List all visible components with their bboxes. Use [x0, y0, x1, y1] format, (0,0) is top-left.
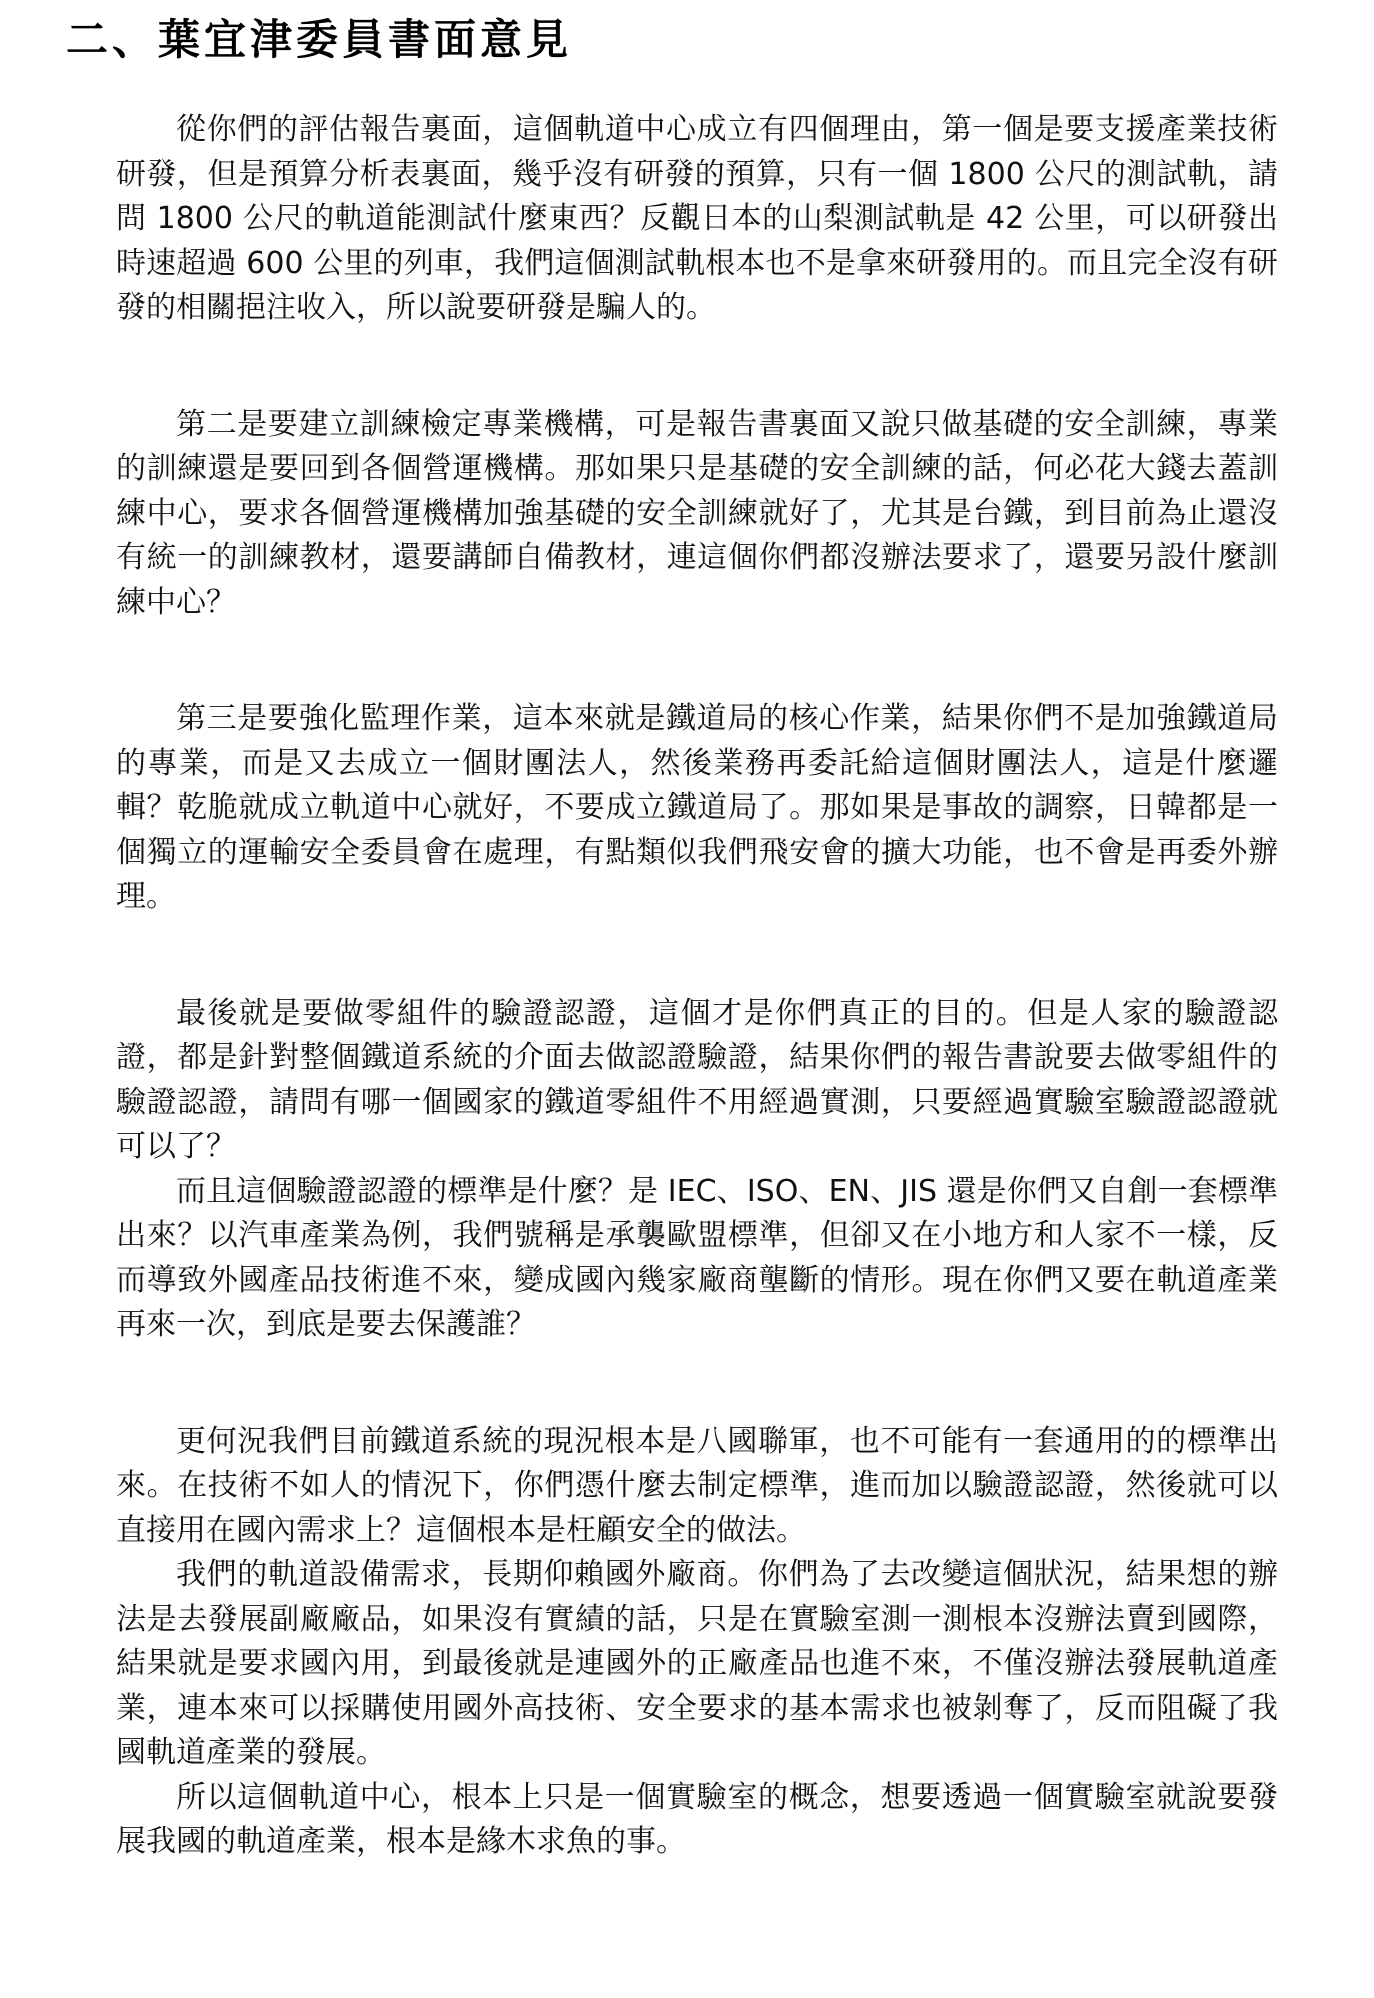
paragraph-gap [116, 1348, 1278, 1420]
paragraph-equipment: 我們的軌道設備需求，長期仰賴國外廠商。你們為了去改變這個狀況，結果想的辦法是去發展副廠廠品，如果沒有實績的話，只是在實驗室測一測根本沒辦法賣到國際，結果就是要求國內用，到最後就是連國外的正廠產品也進不來，不僅沒辦法發展軌道產業，連本來可以採購使用國外高技術、安全要求的基本需求也被剝奪了，反而阻礙了我國軌道產業的發展。 [116, 1557, 1278, 1770]
paragraph-gap [116, 920, 1278, 992]
paragraph-current-situation: 更何況我們目前鐵道系統的現況根本是八國聯軍，也不可能有一套通用的的標準出來。在技術不如人的情況下，你們憑什麼去制定標準，進而加以驗證認證，然後就可以直接用在國內需求上？這個根本是枉顧安全的做法。 [116, 1423, 1278, 1548]
page-title: 二、葉宜津委員書面意見 [66, 15, 573, 64]
document-body [116, 108, 1278, 1865]
paragraph-certification: 最後就是要做零組件的驗證認證，這個才是你們真正的目的。但是人家的驗證認證，都是針對整個鐵道系統的介面去做認證驗證，結果你們的報告書說要去做零組件的驗證認證，請問有哪一個國家的鐵道零組件不用經過實測，只要經過實驗室驗證認證就可以了？ [116, 995, 1278, 1164]
paragraph-research: 從你們的評估報告裏面，這個軌道中心成立有四個理由，第一個是要支援產業技術研發，但是預算分析表裏面，幾乎沒有研發的預算，只有一個 1800 公尺的測試軌，請問 1800 公尺的軌道能測試什麼東西？反觀日本的山梨測試軌是 42 公里，可以研發出時速超過 600 公里的列車，我們這個測試軌根本也不是拿來研發用的。而且完全沒有研發的相關挹注收入，所以說要研發是騙人的。 [116, 112, 1278, 325]
paragraph-supervision: 第三是要強化監理作業，這本來就是鐵道局的核心作業，結果你們不是加強鐵道局的專業，而是又去成立一個財團法人，然後業務再委託給這個財團法人，這是什麼邏輯？乾脆就成立軌道中心就好，不要成立鐵道局了。那如果是事故的調察，日韓都是一個獨立的運輸安全委員會在處理，有點類似我們飛安會的擴大功能，也不會是再委外辦理。 [116, 701, 1278, 914]
paragraph-conclusion: 所以這個軌道中心，根本上只是一個實驗室的概念，想要透過一個實驗室就說要發展我國的軌道產業，根本是緣木求魚的事。 [116, 1779, 1278, 1859]
paragraph-training: 第二是要建立訓練檢定專業機構，可是報告書裏面又說只做基礎的安全訓練，專業的訓練還是要回到各個營運機構。那如果只是基礎的安全訓練的話，何必花大錢去蓋訓練中心，要求各個營運機構加強基礎的安全訓練就好了，尤其是台鐵，到目前為止還沒有統一的訓練教材，還要講師自備教材，連這個你們都沒辦法要求了，還要另設什麼訓練中心？ [116, 406, 1278, 620]
paragraph-gap [116, 625, 1278, 697]
paragraph-gap [116, 331, 1278, 403]
paragraph-standards: 而且這個驗證認證的標準是什麼？是 IEC、ISO、EN、JIS 還是你們又自創一套標準出來？以汽車產業為例，我們號稱是承襲歐盟標準，但卻又在小地方和人家不一樣，反而導致外國產品技術進不來，變成國內幾家廠商壟斷的情形。現在你們又要在軌道產業再來一次，到底是要去保護誰？ [116, 1173, 1278, 1342]
